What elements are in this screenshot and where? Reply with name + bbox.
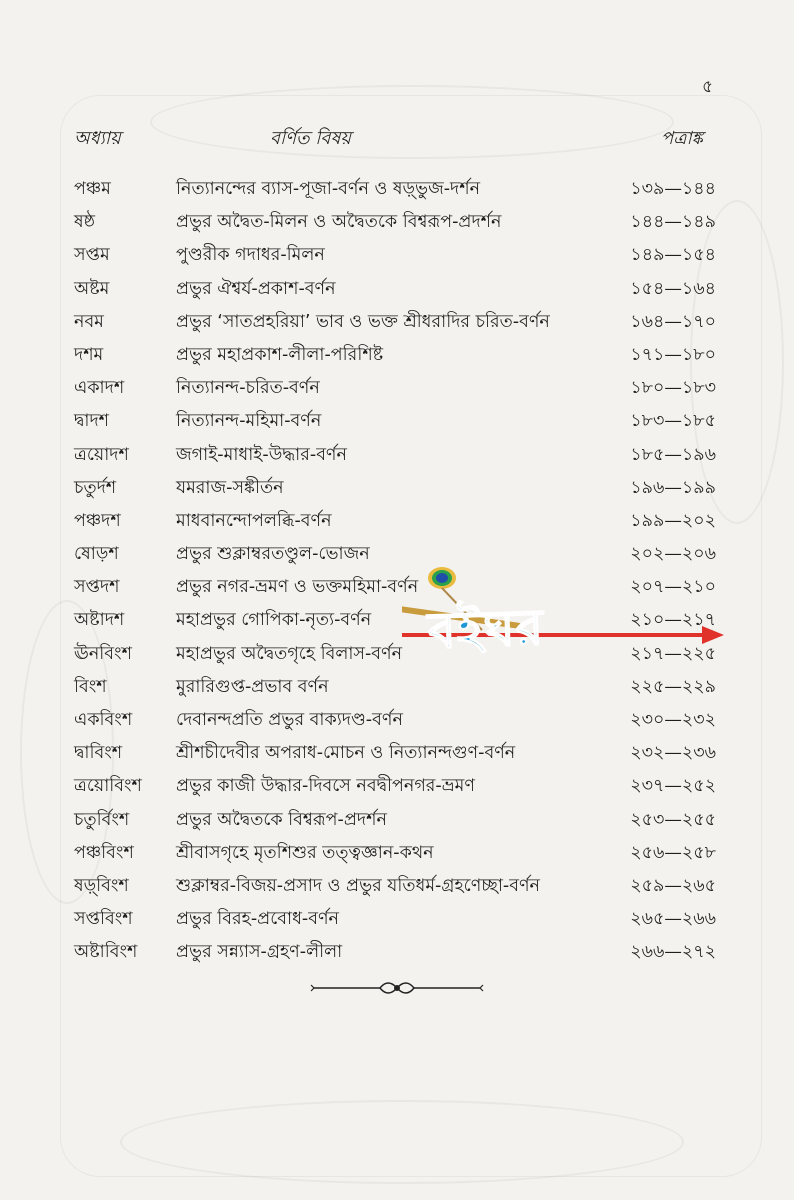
table-row bbox=[0, 273, 794, 306]
chapter-subject: জগাই-মাধাই-উদ্ধার-বর্ণন bbox=[176, 444, 347, 465]
chapter-subject: প্রভুর নগর-ভ্রমণ ও ভক্তমহিমা-বর্ণন bbox=[176, 577, 419, 598]
header-pages: পত্রাঙ্ক bbox=[661, 128, 703, 149]
table-row bbox=[0, 206, 794, 239]
page-range: ১৩৯—১৪৪ bbox=[630, 179, 716, 199]
chapter-subject: মুরারিগুপ্ত-প্রভাব বর্ণন bbox=[176, 676, 329, 697]
table-row bbox=[0, 173, 794, 206]
page-range: ১৯৬—১৯৯ bbox=[630, 477, 716, 498]
chapter-name: অষ্টম bbox=[74, 278, 110, 299]
page-range: ২১০—২১৭ bbox=[630, 610, 716, 631]
chapter-subject: মহাপ্রভুর অদ্বৈতগৃহে বিলাস-বর্ণন bbox=[176, 643, 403, 664]
chapter-subject: প্রভুর অদ্বৈত-মিলন ও অদ্বৈতকে বিশ্বরূপ-প্রদর্শন bbox=[176, 212, 502, 233]
chapter-subject: পুণ্ডরীক গদাধর-মিলন bbox=[176, 245, 325, 266]
page-range: ২৫৯—২৬৫ bbox=[630, 875, 716, 896]
chapter-name: ষষ্ঠ bbox=[74, 212, 96, 233]
background-swirl bbox=[150, 85, 674, 159]
page-range: ১৪৯—১৫৪ bbox=[630, 245, 716, 266]
chapter-name: সপ্তদশ bbox=[74, 577, 120, 598]
chapter-subject: প্রভুর ঐশ্বর্য-প্রকাশ-বর্ণন bbox=[176, 278, 336, 299]
chapter-subject: প্রভুর অদ্বৈতকে বিশ্বরূপ-প্রদর্শন bbox=[176, 809, 387, 830]
scroll-divider-icon bbox=[310, 974, 484, 1002]
page-range: ১৮৫—১৯৬ bbox=[630, 444, 716, 465]
table-row bbox=[0, 439, 794, 472]
chapter-subject: প্রভুর বিরহ-প্রবোধ-বর্ণন bbox=[176, 909, 339, 930]
chapter-name: অষ্টাবিংশ bbox=[74, 942, 138, 963]
chapter-name: ষোড়শ bbox=[74, 544, 119, 565]
page-range: ২২৫—২২৯ bbox=[630, 676, 716, 697]
table-row bbox=[0, 804, 794, 837]
table-row bbox=[0, 239, 794, 272]
chapter-subject: মহাপ্রভুর গোপিকা-নৃত্য-বর্ণন bbox=[176, 610, 372, 631]
table-row bbox=[0, 737, 794, 770]
background-swirl bbox=[120, 1100, 684, 1184]
page-range: ২০৭—২১০ bbox=[630, 577, 716, 598]
page-range: ২৩৭—২৫২ bbox=[630, 776, 716, 797]
table-row bbox=[0, 405, 794, 438]
chapter-subject: মাধবানন্দোপলব্ধি-বর্ণন bbox=[176, 510, 332, 531]
table-row bbox=[0, 837, 794, 870]
table-row bbox=[0, 505, 794, 538]
table-row bbox=[0, 936, 794, 969]
chapter-name: নবম bbox=[74, 311, 104, 332]
chapter-subject: নিত্যানন্দ-চরিত-বর্ণন bbox=[176, 378, 320, 399]
chapter-name: ত্রয়োবিংশ bbox=[74, 776, 142, 797]
page-range: ২৩০—২৩২ bbox=[630, 710, 716, 730]
chapter-subject: প্রভুর ‘সাতপ্রহরিয়া’ ভাব ও ভক্ত শ্রীধরাদির চরিত-বর্ণন bbox=[176, 311, 550, 332]
chapter-subject: নিত্যানন্দ-মহিমা-বর্ণন bbox=[176, 411, 322, 432]
page-range: ১৯৯—২০২ bbox=[630, 510, 716, 531]
page-range: ২৬৫—২৬৬ bbox=[630, 909, 716, 930]
chapter-subject: নিত্যানন্দের ব্যাস-পূজা-বর্ণন ও ষড়্‌ভুজ-দর্শন bbox=[176, 179, 481, 199]
chapter-name: দশম bbox=[74, 344, 104, 365]
page-range: ২৬৬—২৭২ bbox=[630, 942, 716, 963]
chapter-name: অষ্টাদশ bbox=[74, 610, 125, 631]
chapter-subject: শুক্লাম্বর-বিজয়-প্রসাদ ও প্রভুর যতিধর্ম-গ্রহণেচ্ছা-বর্ণন bbox=[176, 875, 541, 896]
page-range: ২৫৩—২৫৫ bbox=[630, 809, 716, 830]
chapter-name: ঊনবিংশ bbox=[74, 643, 132, 664]
table-row bbox=[0, 903, 794, 936]
table-row bbox=[0, 704, 794, 737]
table-row bbox=[0, 472, 794, 505]
chapter-name: বিংশ bbox=[74, 676, 107, 697]
watermark-text: বইঘর bbox=[426, 597, 546, 661]
table-row bbox=[0, 339, 794, 372]
chapter-name: সপ্তবিংশ bbox=[74, 909, 133, 930]
header-subject: বর্ণিত বিষয় bbox=[270, 128, 351, 149]
chapter-name: ষড়্‌বিংশ bbox=[74, 875, 129, 896]
table-row bbox=[0, 372, 794, 405]
chapter-name: দ্বাদশ bbox=[74, 411, 110, 432]
page-range: ১৮০—১৮৩ bbox=[630, 378, 716, 399]
table-row bbox=[0, 870, 794, 903]
page-range: ১৬৪—১৭০ bbox=[630, 311, 716, 332]
chapter-name: চতুর্দশ bbox=[74, 477, 117, 498]
page-number: ৫ bbox=[702, 77, 714, 97]
chapter-subject: প্রভুর শুক্লাম্বরতণ্ডুল-ভোজন bbox=[176, 544, 370, 565]
chapter-subject: দেবানন্দপ্রতি প্রভুর বাক্যদণ্ড-বর্ণন bbox=[176, 710, 403, 730]
header-chapter: অধ্যায় bbox=[74, 128, 121, 149]
chapter-name: চতুর্বিংশ bbox=[74, 809, 130, 830]
chapter-name: ত্রয়োদশ bbox=[74, 444, 129, 465]
page-range: ১৭১—১৮০ bbox=[630, 344, 716, 365]
chapter-subject: শ্রীবাসগৃহে মৃতশিশুর তত্ত্বজ্ঞান-কথন bbox=[176, 842, 434, 863]
chapter-subject: প্রভুর মহাপ্রকাশ-লীলা-পরিশিষ্ট bbox=[176, 344, 384, 365]
page-range: ১৮৩—১৮৫ bbox=[630, 411, 716, 432]
table-row bbox=[0, 770, 794, 803]
chapter-name: পঞ্চদশ bbox=[74, 510, 121, 531]
page-range: ২৩২—২৩৬ bbox=[630, 743, 716, 764]
chapter-name: পঞ্চম bbox=[74, 179, 111, 199]
table-row bbox=[0, 306, 794, 339]
chapter-name: একাদশ bbox=[74, 378, 125, 399]
chapter-subject: প্রভুর সন্ন্যাস-গ্রহণ-লীলা bbox=[176, 942, 343, 963]
chapter-name: সপ্তম bbox=[74, 245, 110, 266]
chapter-subject: শ্রীশচীদেবীর অপরাধ-মোচন ও নিত্যানন্দগুণ-বর্ণন bbox=[176, 743, 516, 764]
chapter-name: দ্বাবিংশ bbox=[74, 743, 123, 764]
page-range: ২১৭—২২৫ bbox=[630, 643, 716, 664]
page-range: ২০২—২০৬ bbox=[630, 544, 716, 565]
page-range: ২৫৬—২৫৮ bbox=[630, 842, 716, 863]
page-range: ১৫৪—১৬৪ bbox=[630, 278, 716, 299]
chapter-subject: প্রভুর কাজী উদ্ধার-দিবসে নবদ্বীপনগর-ভ্রমণ bbox=[176, 776, 475, 797]
chapter-subject: যমরাজ-সঙ্কীর্তন bbox=[176, 477, 284, 498]
chapter-name: একবিংশ bbox=[74, 710, 133, 730]
page-range: ১৪৪—১৪৯ bbox=[630, 212, 716, 233]
chapter-name: পঞ্চবিংশ bbox=[74, 842, 134, 863]
